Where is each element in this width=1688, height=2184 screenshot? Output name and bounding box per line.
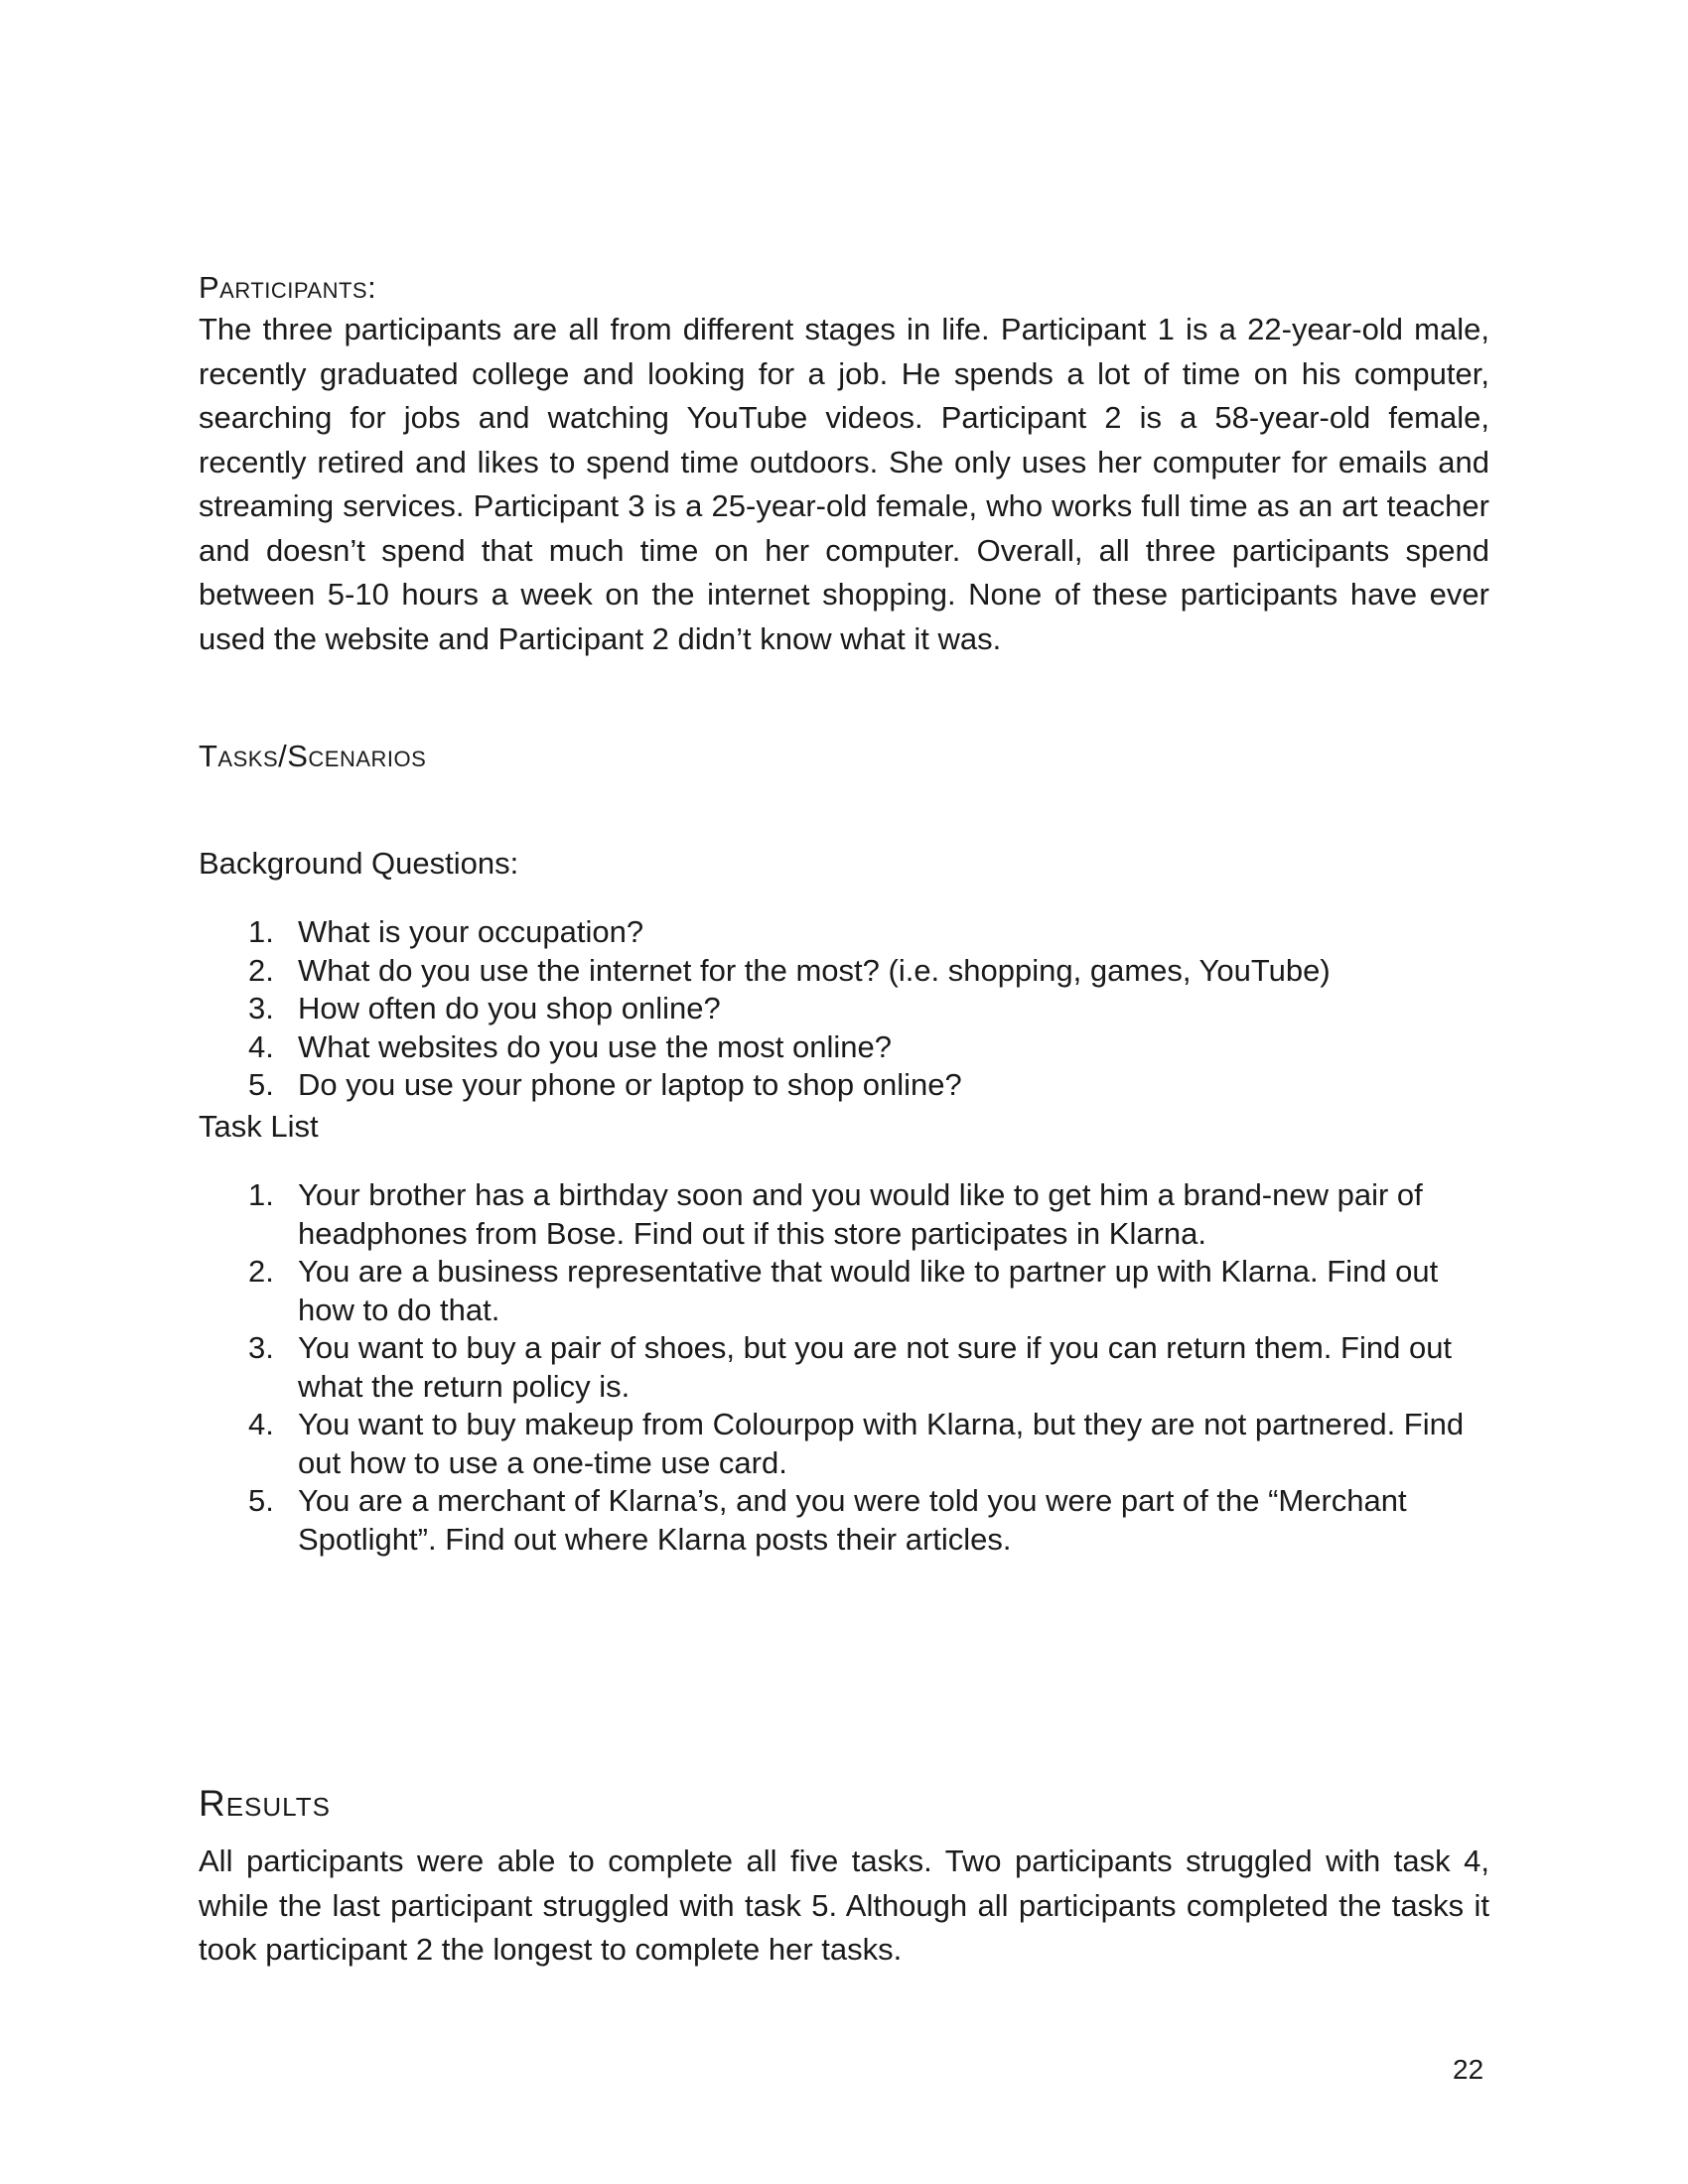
participants-section xyxy=(199,268,1489,661)
list-number: 2. xyxy=(248,952,274,988)
list-number: 2. xyxy=(248,1254,274,1289)
list-item xyxy=(199,952,1489,991)
results-heading: Results xyxy=(199,1783,331,1824)
list-item xyxy=(199,1066,1489,1105)
task-list xyxy=(199,1176,1489,1559)
background-questions-list xyxy=(199,913,1489,1105)
tasks-scenarios-heading: Tasks/Scenarios xyxy=(199,739,427,773)
list-number: 4. xyxy=(248,1407,274,1441)
list-item xyxy=(199,1253,1489,1329)
list-text: You are a merchant of Klarna’s, and you were told you were part of the “Merchant Spotlight”. Find out where Klarna posts their articles. xyxy=(298,1483,1407,1557)
list-text: You want to buy a pair of shoes, but you are not sure if you can return them. Find out what the return policy is. xyxy=(298,1330,1453,1404)
list-number: 1. xyxy=(248,914,274,949)
list-text: What is your occupation? xyxy=(298,914,644,949)
participants-heading: Participants: xyxy=(199,270,377,305)
page-number: 22 xyxy=(1453,2054,1484,2085)
list-item xyxy=(199,1406,1489,1482)
list-number: 4. xyxy=(248,1028,274,1064)
list-number: 1. xyxy=(248,1177,274,1212)
list-text: What do you use the internet for the most? (i.e. shopping, games, YouTube) xyxy=(298,952,1331,988)
participants-body: The three participants are all from different stages in life. Participant 1 is a 22-year-old male, recently graduated college and looking for a job. He spends a lot of time on his computer, searching for jobs and watching YouTube videos. Participant 2 is a 58-year-old female, recently retired and likes to spend time outdoors. She only uses her computer for emails and streaming services. Participant 3 is a 25-year-old female, who works full time as an art teacher and doesn’t spend that much time on her computer. Overall, all three participants spend between 5-10 hours a week on the internet shopping. None of these participants have ever used the website and Participant 2 didn’t know what it was. xyxy=(199,312,1489,656)
list-item xyxy=(199,1028,1489,1067)
list-number: 5. xyxy=(248,1483,274,1518)
results-body: All participants were able to complete all five tasks. Two participants struggled with task 4, while the last participant struggled with task 5. Although all participants completed the tasks it took participant 2 the longest to complete her tasks. xyxy=(199,1843,1489,1967)
background-questions-heading: Background Questions: xyxy=(199,846,519,881)
list-number: 3. xyxy=(248,991,274,1025)
list-item xyxy=(199,1176,1489,1253)
list-item xyxy=(199,1482,1489,1559)
list-text: What websites do you use the most online? xyxy=(298,1028,892,1064)
list-text: Your brother has a birthday soon and you would like to get him a brand-new pair of headphones from Bose. Find out if this store participates in Klarna. xyxy=(298,1177,1423,1251)
list-item xyxy=(199,990,1489,1028)
list-text: You are a business representative that would like to partner up with Klarna. Find out how to do that. xyxy=(298,1254,1439,1327)
list-text: How often do you shop online? xyxy=(298,991,721,1025)
list-number: 3. xyxy=(248,1330,274,1365)
list-item xyxy=(199,913,1489,952)
task-list-heading: Task List xyxy=(199,1109,319,1144)
list-number: 5. xyxy=(248,1067,274,1102)
list-text: Do you use your phone or laptop to shop online? xyxy=(298,1067,962,1102)
list-item xyxy=(199,1329,1489,1406)
list-text: You want to buy makeup from Colourpop with Klarna, but they are not partnered. Find out how to use a one-time use card. xyxy=(298,1407,1465,1480)
